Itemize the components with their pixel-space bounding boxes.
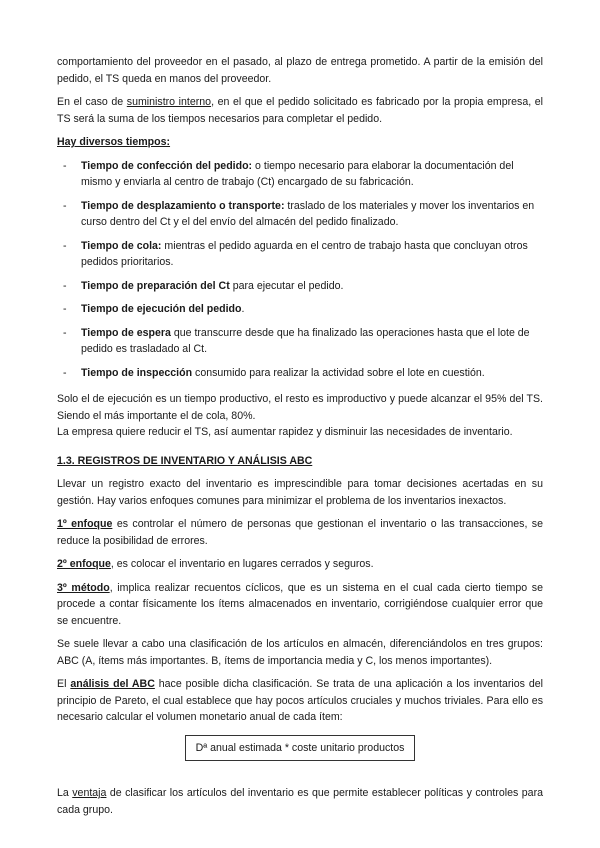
list-item [57, 278, 543, 295]
list-item-term: Tiempo de preparación del Ct [81, 279, 230, 292]
times-list [57, 158, 543, 382]
list-item [57, 238, 543, 271]
approach-desc: , implica realizar recuentos cíclicos, que es un sistema en el cual cada cierto tiempo se procede a contar físicamente los ítems almacenados en inventario, corrigiéndose cualquier error que se encuentre. [57, 581, 543, 627]
paragraph-execution-1: Solo el de ejecución es un tiempo productivo, el resto es improductivo y puede alcanzar el 95% del TS. Siendo el más importante el de cola, 80%. [57, 393, 543, 422]
paragraph-registro: Llevar un registro exacto del inventario es imprescindible para tomar decisiones acertadas en su gestión. Hay varios enfoques comunes para minimizar el problema de los inventarios inexactos. [57, 478, 543, 507]
paragraph-clasificacion: Se suele llevar a cabo una clasificación de los artículos en almacén, diferenciándolos en tres grupos: ABC (A, ítems más importantes. B, ítems de importancia media y C, los menos importantes). [57, 638, 543, 667]
paragraph-internal-supply [57, 94, 543, 127]
document-page [57, 54, 543, 825]
times-heading-text: Hay diversos tiempos: [57, 136, 171, 148]
approach-desc: es controlar el número de personas que gestionan el inventario o las transacciones, se reduce la posibilidad de errores. [57, 518, 543, 547]
list-item [57, 198, 543, 231]
list-item-desc: o tiempo necesario para elaborar la documentación del mismo y enviarla al centro de trabajo (Ct) encargado de su fabricación. [81, 159, 514, 188]
paragraph-execution-2: La empresa quiere reducir el TS, así aumentar rapidez y disminuir las necesidades de inventario. [57, 426, 513, 438]
formula-container [57, 735, 543, 762]
list-item [57, 325, 543, 358]
list-item-desc: . [241, 303, 245, 315]
list-item-desc: para ejecutar el pedido. [229, 279, 344, 292]
text-before: La [57, 787, 73, 799]
list-item-term: Tiempo de cola: [81, 239, 162, 252]
list-item-term: Tiempo de confección del pedido: [81, 159, 253, 172]
list-item-desc: consumido para realizar la actividad sobre el lote en cuestión. [192, 366, 485, 379]
list-item [57, 365, 543, 382]
paragraph-ventaja [57, 785, 543, 818]
term-abc-analysis: análisis del ABC [70, 678, 155, 690]
list-item-term: Tiempo de ejecución del pedido [81, 303, 242, 315]
term-ventaja: ventaja [72, 787, 107, 799]
approach-2 [57, 556, 543, 573]
approach-desc: , es colocar el inventario en lugares cerrados y seguros. [110, 558, 374, 570]
approach-term: 3º método [57, 581, 110, 594]
list-item [57, 158, 543, 191]
list-item-term: Tiempo de espera [81, 326, 171, 339]
list-item [57, 301, 543, 318]
approach-term: 2º enfoque [57, 558, 111, 570]
list-item-desc: mientras el pedido aguarda en el centro de trabajo hasta que concluyan otros pedidos prioritarios. [81, 239, 528, 268]
text-before: En el caso de [57, 96, 127, 108]
paragraph-intro: comportamiento del proveedor en el pasado, al plazo de entrega prometido. A partir de la emisión del pedido, el TS queda en manos del proveedor. [57, 56, 543, 85]
text-after: hace posible dicha clasificación. Se trata de una aplicación a los inventarios del principio de Pareto, el cual establece que hay pocos artículos cruciales y muchos triviales. Para ello es necesario calcular el volumen monetario anual de cada ítem: [57, 678, 543, 723]
formula-box: Dª anual estimada * coste unitario productos [185, 735, 416, 762]
approach-1 [57, 516, 543, 549]
list-item-term: Tiempo de inspección [81, 366, 193, 379]
text-after: de clasificar los artículos del inventario es que permite establecer políticas y controles para cada grupo. [57, 787, 543, 816]
approach-term: 1º enfoque [57, 518, 113, 530]
list-item-term: Tiempo de desplazamiento o transporte: [81, 199, 285, 212]
list-item-desc: que transcurre desde que ha finalizado las operaciones hasta que el lote de pedido es trasladado al Ct. [81, 326, 530, 355]
section-title: 1.3. REGISTROS DE INVENTARIO Y ANÁLISIS ABC [57, 454, 313, 467]
text-before: El [57, 678, 71, 690]
list-item-desc: traslado de los materiales y mover los inventarios en curso dentro del Ct y el del envío del almacén del pedido finalizado. [81, 199, 535, 228]
paragraph-abc [57, 676, 543, 726]
times-heading [57, 134, 543, 151]
term-internal-supply: suministro interno [126, 96, 212, 108]
text-after: , en el que el pedido solicitado es fabricado por la propia empresa, el TS será la suma de los tiempos necesarios para completar el pedido. [57, 96, 544, 125]
approach-3 [57, 580, 543, 630]
